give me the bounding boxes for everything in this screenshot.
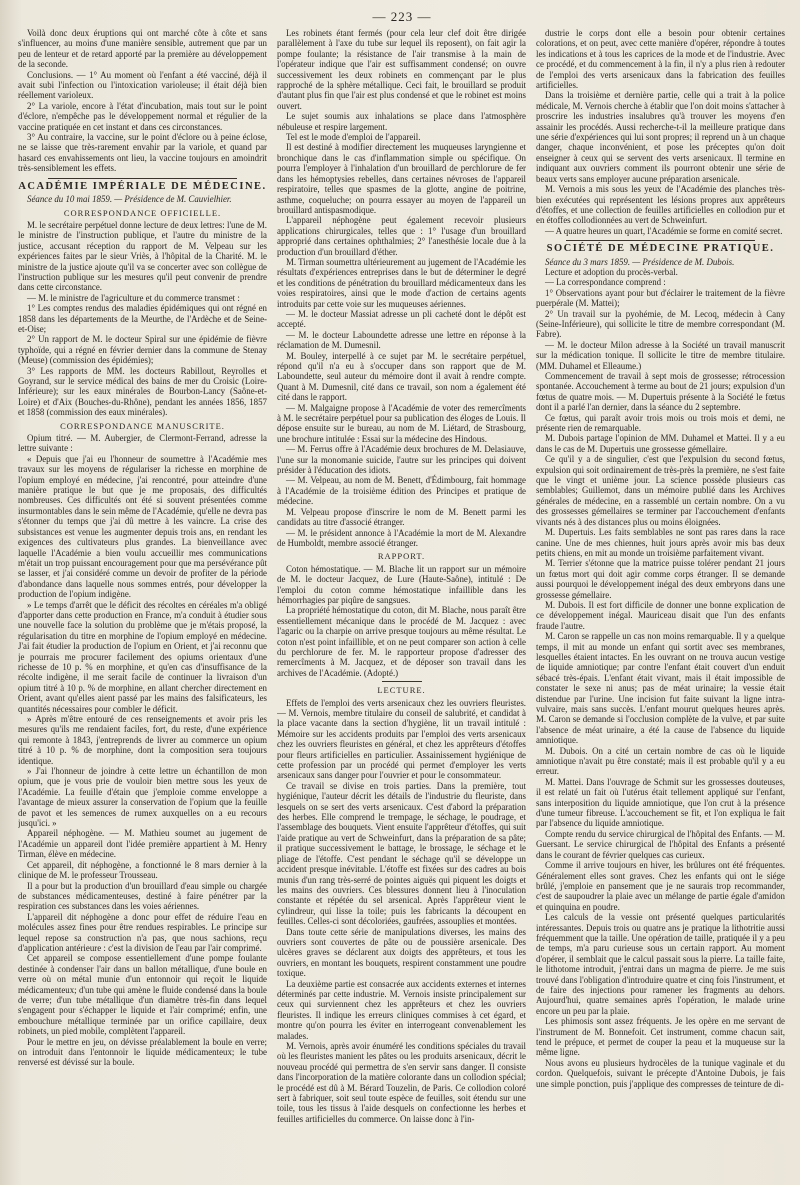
paragraph: Il est destiné à modifier directement les muqueuses laryngienne et bronchique dans le cas d'inflammation simple ou spécifique. On pourra l'employer à l'inhalation d'un brouillard de perchlorure de fer dans les hémoptysies rebelles, dans certaines névroses de l'appareil respiratoire, telles que spasmes de la glotte, angine de poitrine, asthme, coqueluche; on pourra essayer au moyen de l'appareil un brouillard antispasmodique.	[277, 142, 526, 215]
paragraph: Les phimosis sont assez fréquents. Je les opère en me servant de l'instrument de M. Bonnefoit. Cet instrument, comme chacun sait, tend le prépuce, et permet de couper la peau et la muqueuse sur la même ligne.	[536, 1016, 785, 1058]
paragraph: Pour le mettre en jeu, on dévisse préalablement la boule en verre; on introduit dans l'entonnoir le liquide médicamenteux; le tube renversé est dévissé sur la boule.	[18, 1036, 267, 1068]
paragraph: Tel est le mode d'emploi de l'appareil.	[286, 132, 421, 143]
paragraph: Nous avons eu plusieurs hydrocèles de la tunique vaginale et du cordon. Quelquefois, suivant le précepte d'Antoine Dubois, je fais une simple ponction, puis j'applique des compresses de teinture de di-	[536, 1057, 785, 1089]
paragraph: M. Caron se rappelle un cas non moins remarquable. Il y a quelque temps, il mit au monde un enfant qui sortit avec ses membranes, lesquelles étaient intactes. En les ouvrant on ne trouva aucun vestige de liquide amniotique; par contre l'enfant était couvert d'un enduit sébacé très-épais. L'enfant était vivant, mais il était impossible de constater le sexe ni anus; pas de méat urinaire; la vessie était distendue par l'urine. Une incision fut faite suivant la ligne intra-vulvaire, mais sans succès. L'enfant mourut quelques heures après. M. Caron se demande si l'occlusion complète de la vulve, et par suite l'absence de méat urinaire, a été la cause de l'absence du liquide amniotique.	[536, 631, 785, 746]
section-divider	[566, 240, 755, 241]
paragraph: Conclusions. — 1° Au moment où l'enfant a été vacciné, déjà il avait subi l'infection ou l'intoxication varioleuse; il était déjà bien réellement varioleux.	[18, 69, 267, 101]
paragraph: Voilà donc deux éruptions qui ont marché côte à côte et sans s'influencer, au moins d'une manière sensible, autrement que par un peu de lenteur et de retard apporté par la première au développement de la seconde.	[18, 28, 267, 70]
paragraph: M. Vernois a mis sous les yeux de l'Académie des planches très-bien exécutées qui représentent les lésions propres aux apprêteurs d'étoffes, et une collection de feuilles artificielles en collodion pur et en étoffes collodionnées au vert de Schweinfurt.	[536, 184, 785, 226]
small-divider	[382, 681, 422, 682]
paragraph: — M. le docteur Milon adresse à la Société un travail manuscrit sur la médication tonique. Il sollicite le titre de membre titulaire. (MM. Duhamel et Elleaume.)	[536, 339, 785, 371]
lecture-heading: LECTURE.	[377, 685, 426, 696]
paragraph: 2° La variole, encore à l'état d'incubation, mais tout sur le point d'éclore, n'empêche pas le développement normal et régulier de la vaccine pratiquée en cet instant et dans ces circonstances.	[18, 100, 267, 132]
paragraph: Ce travail se divise en trois parties. Dans la première, tout hygiénique, l'auteur décrit les détails de l'industrie du fleuriste, dans lesquels on se sert des verts arsenicaux. C'est d'abord la préparation des herbes. Elle comprend le trempage, le séchage, le poudrage, et l'assemblage des bouquets. Vient ensuite l'apprêteur d'étoffes, qui suit l'aide pratique au vert de Schweinfurt, dans la préparation de sa pâte; il pratique successivement le battage, le brossage, le séchage et le pliage de l'étoffe. C'est pendant le séchage qu'il se développe un accident presque inévitable. L'étoffe est fixées sur des cadres au bois munis d'un rang très-serré de pointes aiguës qui piquent les doigts et les mains des ouvriers. Ces blessures donnent lieu à l'inoculation constante et répétée du sel arsenical. Après l'apprêteur vient le cylindreur, qui lisse la toile; puis les fabricants la découpent en feuilles. Celles-ci sont décoloriées, gaufrées, assouplies et montées.	[277, 780, 526, 927]
paragraph: Les robinets étant fermés (pour cela leur clef doit être dirigée parallèlement à l'axe du tube sur lequel ils reposent), on fait agir la pompe foulante; la résistance de l'air transmise à la main de l'opérateur indique que l'air est suffisamment condensé; on ouvre successivement les deux robinets en commençant par le plus rapproché de la sphère métallique. Ceci fait, le brouillard se produit d'autant plus fin que l'air est plus condensé et que le robinet est moins ouvert.	[277, 28, 526, 111]
paragraph: Les calculs de la vessie ont présenté quelques particularités intéressantes. Depuis trois ou quatre ans je pratique la lithotritie aussi fréquemment que la taille. Une opération de taille, pratiquée il y a peu de temps, m'a paru curieuse sous un certain rapport. Au moment d'opérer, il semblait que le calcul passait sous la pierre. La taille faite, le lithotome introduit, j'entrai dans un magma de pierre. Je me suis trouvé dans l'obligation d'introduire quatre et cinq fois l'instrument, et de faire des injections pour ramener les fragments au dehors. Aujourd'hui, quatre semaines après l'opération, le malade urine encore un peu par la plaie.	[536, 912, 785, 1016]
session-line: Séance du 3 mars 1859. — Présidence de M. Dubois.	[545, 256, 735, 267]
paragraph: Lecture et adoption du procès-verbal.	[545, 266, 678, 277]
paragraph: M. Dubois. Il est fort difficile de donner une bonne explication de ce développement inégal. Mauriceau disait que l'un des enfants fraude l'autre.	[536, 599, 785, 631]
paragraph: Coton hémostatique. — M. Blache lit un rapport sur un mémoire de M. le docteur Jacquez, de Lure (Haute-Saône), intitulé : De l'emploi du coton comme hémostatique infaillible dans les hémorrhagies par piqûre de sangsues.	[277, 563, 526, 605]
paragraph: Cet appareil, dit néphogène, a fonctionné le 8 mars dernier à la clinique de M. le professeur Trousseau.	[18, 859, 267, 881]
paragraph: Appareil néphogène. — M. Mathieu soumet au jugement de l'Académie un appareil dont l'idée première appartient à M. Henry Tirman, élève en médecine.	[18, 828, 267, 860]
society-title: SOCIÉTÉ DE MÉDECINE PRATIQUE.	[546, 243, 775, 255]
paragraph: Commencement de travail à sept mois de grossesse; rétrocession spontanée. Accouchement à terme au bout de 21 jours; expulsion d'un fœtus de quatre mois. — M. Dupertuis présente à la Société le fœtus dont il a parlé l'an dernier, dans la séance du 2 septembre.	[536, 371, 785, 413]
paragraph: » Le temps d'arrêt que le déficit des récoltes en céréales m'a obligé d'apporter dans cette production en France, m'a conduit à étudier sous une nouvelle face la solution du problème que je m'étais proposé, la régularisation du titre en morphine de l'opium employé en médecine. J'ai fait étudier la production de l'opium en Orient, et j'ai reconnu que je pourrais me procurer facilement des opiums orientaux d'une richesse de 10 p. % en morphine, et qu'en cas d'insuffisance de la récolte indigène, il me serait facile de continuer la livraison d'un opium titré à 10 p. % de morphine, en allant chercher directement en Orient, avant qu'elles aient passé par les mains des falsificateurs, les quantités nécessaires pour combler le déficit.	[18, 599, 267, 714]
paragraph: L'appareil dit néphogène a donc pour effet de réduire l'eau en molécules assez fines pour être rendues respirables. Le principe sur lequel repose sa construction n'a pas, que nous sachions, reçu d'application antérieure : c'est la division de l'eau par l'air comprimé.	[18, 911, 267, 953]
paragraph: 1° Les comptes rendus des maladies épidémiques qui ont régné en 1858 dans les départements de la Meurthe, de l'Ardèche et de Seine-et-Oise;	[18, 303, 267, 334]
paragraph: M. Dupertuis. Les faits semblables ne sont pas rares dans la race canine. Une de mes chiennes, huit jours après avoir mis bas deux petits chiens, en mit au monde un troisième parfaitement vivant.	[536, 527, 785, 558]
paragraph: — M. le docteur Massiat adresse un pli cacheté dont le dépôt est accepté.	[277, 308, 526, 330]
rapport-heading: RAPPORT.	[377, 551, 426, 562]
paragraph: La propriété hémostatique du coton, dit M. Blache, nous paraît être essentiellement mécanique dans le procédé de M. Jacquez : avec l'agaric ou la charpie on arrive presque toujours au même résultat. Le coton n'est point infaillible, et on ne peut comparer son action à celle du perchlorure de fer. M. le rapporteur propose d'adresser des remercîments à M. Jacquez, et de déposer son travail dans les archives de l'Académie. (Adopté.)	[277, 605, 526, 678]
paragraph: « Depuis que j'ai eu l'honneur de soumettre à l'Académie mes travaux sur les moyens de régulariser la richesse en morphine de l'opium employé en médecine, j'ai rencontré, pour atteindre d'une manière pratique le but que je me proposais, des difficultés nombreuses. Ces difficultés ont été si souvent présentées comme insurmontables dans le sein même de l'Académie, qu'elle ne devra pas s'étonner du temps que j'ai dû mettre à les vaincre. La crise des subsistances est venue les augmenter depuis trois ans, en rendant les exigences des cultivateurs plus grandes. La bienveillance avec laquelle l'Académie a bien voulu accueillir mes communications m'était un trop puissant encouragement pour que ma persévérance pût se lasser, et j'ai considéré comme un devoir de profiter de la période d'abondance dans laquelle nous sommes entrés, pour développer la production de l'opium indigène.	[18, 453, 267, 600]
paragraph: Dans la troisième et dernière partie, celle qui a trait à la police médicale, M. Vernois cherche à établir que l'on doit moins s'attacher à proscrire les industries insalubres qu'à trouver les moyens d'en assainir les procédés. Aussi recherche-t-il la meilleure pratique dans une série d'expériences qui lui sont propres; il reprend un à un chaque danger, chaque inconvénient, et pose les préceptes qu'on doit enseigner à ceux qui se servent des verts arsenicaux. Il termine en indiquant aux ouvriers comment ils pourront obtenir une série de beaux verts sans employer aucune préparation arsenicale.	[536, 90, 785, 184]
paragraph: M. Tirman soumettra ultérieurement au jugement de l'Académie les résultats d'expériences entreprises dans le but de déterminer le degré et les conditions de pénétration du brouillard médicamenteux dans les voies respiratoires, ainsi que le mode d'action de certains agents introduits par cette voie sur les muqueuses aériennes.	[277, 256, 526, 309]
paragraph: Comme il arrive toujours en hiver, les brûlures ont été fréquentes. Généralement elles sont graves. Chez les enfants qui ont le siége brûlé, j'emploie en pansement que je ne saurais trop recommander, c'est de saupoudrer la plaie avec un mélange de partie égale d'amidon et quinquina en poudre.	[536, 860, 785, 912]
paragraph: M. Dubois partage l'opinion de MM. Duhamel et Mattei. Il y a eu dans le cas de M. Dupertuis une grossesse gémellaire.	[536, 433, 785, 454]
paragraph: — A quatre heures un quart, l'Académie se forme en comité secret.	[545, 225, 783, 236]
page-number: — 223 —	[372, 9, 432, 24]
paragraph: M. le secrétaire perpétuel donne lecture de deux lettres: l'une de M. le ministre de l'instruction publique, et l'autre du ministre de la justice, accusant réception du rapport de M. Velpeau sur les expériences faites par le sieur Vriès, à l'hôpital de la Charité. M. le ministre de la justice ajoute qu'il va se concerter avec son collègue de l'instruction publique sur les mesures qu'il peut convenir de prendre dans cette circonstance.	[18, 219, 267, 293]
paragraph: M. Velpeau propose d'inscrire le nom de M. Benett parmi les candidats au titre d'associé étranger.	[277, 506, 526, 528]
paragraph: Il a pour but la production d'un brouillard d'eau simple ou chargée de substances médicamenteuses, destiné à faire pénétrer par la respiration ces substances dans les voies aériennes.	[18, 880, 267, 912]
session-line: Séance du 10 mai 1859. — Présidence de M. Cauvielhier.	[27, 194, 232, 205]
paragraph: Effets de l'emploi des verts arsenicaux chez les ouvriers fleuristes. — M. Vernois, membre titulaire du conseil de salubrité, et candidat à la place vacante dans la section d'hygiène, lit un travail intitulé : Mémoire sur les accidents produits par l'emploi des verts arsenicaux chez les ouvriers fleuristes en général, et chez les apprêteurs d'étoffes pour fleurs artificielles en particulier. Assainissement hygiénique de cette profession par un procédé qui permet d'employer les verts arsenicaux sans danger pour l'ouvrier et pour le consommateur.	[277, 697, 526, 781]
paragraph: dustrie le corps dont elle a besoin pour obtenir certaines colorations, et on peut, avec cette manière d'opérer, répondre à toutes les indications et à tous les caprices de la mode et de l'industrie. Avec ce procédé, et du commencement à la fin, il n'y a plus rien à redouter de l'emploi des verts arsenicaux dans la fabrication des feuilles artificielles.	[536, 28, 785, 91]
paragraph: — M. Ferrus offre à l'Académie deux brochures de M. Delasiauve, l'une sur la monomanie suicide, l'autre sur les principes qui doivent présider à l'éducation des idiots.	[277, 444, 526, 476]
paragraph: — M. Velpeau, au nom de M. Benett, d'Édimbourg, fait hommage à l'Académie de la troisième édition des Principes et pratique de médecine.	[277, 475, 526, 507]
manuscript-correspondence-heading: CORRESPONDANCE MANUSCRITE.	[60, 420, 225, 431]
paragraph: Compte rendu du service chirurgical de l'hôpital des Enfants. — M. Guersant. Le service chirurgical de l'hôpital des Enfants a présenté dans le courant de février quelques cas curieux.	[536, 828, 785, 860]
paragraph: » Après m'être entouré de ces renseignements et avoir pris les mesures qu'ils me rendaient faciles, fort, du reste, d'une expérience qui remonte à 1843, j'entreprends de livrer au commerce un opium titré à 10 p. % de morphine, dont la composition sera toujours identique.	[18, 714, 267, 766]
paragraph: 2° Un rapport de M. le docteur Spiral sur une épidémie de fièvre typhoïde, qui a régné en février dernier dans la commune de Stenay (Meuse) (commission des épidémies);	[18, 334, 267, 366]
paragraph: M. Dubois. On a cité un certain nombre de cas où le liquide amniotique n'avait pu être constaté; mais il est probable qu'il y a eu erreur.	[536, 745, 785, 777]
column-right	[536, 28, 785, 1183]
paragraph: — M. le président annonce à l'Académie la mort de M. Alexandre de Humboldt, membre associé étranger.	[277, 527, 526, 548]
paragraph: Opium titré. — M. Aubergier, de Clermont-Ferrand, adresse la lettre suivante :	[18, 433, 267, 454]
paragraph: La deuxième partie est consacrée aux accidents externes et internes déterminés par cette industrie. M. Vernois insiste principalement sur ceux qui surviennent chez les apprêteurs et chez les ouvriers fleuristes. Il indique les erreurs cliniques commises à cet égard, et montre qu'on pourra les éviter en interrogeant convenablement les malades.	[277, 978, 526, 1041]
column-middle	[277, 28, 526, 1183]
page-columns	[18, 28, 786, 1183]
section-divider	[48, 178, 237, 179]
paragraph: 2° Un travail sur la pyohémie, de M. Lecoq, médecin à Cany (Seine-Inférieure), qui sollicite le titre de membre correspondant (M. Fabre).	[536, 308, 785, 340]
paragraph: Le sujet soumis aux inhalations se place dans l'atmosphère nébuleuse et respire largement.	[277, 111, 526, 132]
paragraph: Dans toute cette série de manipulations diverses, les mains des ouvriers sont couvertes de pâte ou de poussière arsenicale. Des ulcères graves se déclarent aux doigts des apprêteurs, et tous les ouvriers, en montant les bouquets, respirent constamment une poudre toxique.	[277, 926, 526, 979]
paragraph: M. Vernois, après avoir énuméré les conditions spéciales du travail où les fleuristes manient les pâtes ou les produits arsenicaux, décrit le nouveau procédé qui permettra de s'en servir sans danger. Il consiste dans l'incorporation de la matière colorante dans un collodion spécial; le procédé est dû à M. Bérard Touzelin, de Paris. Ce collodion coloré sert à fabriquer, soit seul toute espèce de feuilles, soit étendu sur une toile, tous les tissus à l'aide desquels on confectionne les herbes et feuilles artificielles du commerce. On laisse donc à l'in-	[277, 1041, 526, 1124]
paragraph: M. Bouley, interpellé à ce sujet par M. le secrétaire perpétuel, répond qu'il n'a eu à s'occuper dans son rapport que de M. Laboundette, seul auteur du mémoire dont il avait à rendre compte. Quant à M. Dumesnil, cité dans ce travail, son nom a également été cité dans le rapport.	[277, 350, 526, 403]
paragraph: Ce qu'il y a de singulier, c'est que l'expulsion du second fœtus, expulsion qui soit ordinairement de très-près la première, ne s'est faite que le vingt et unième jour. La science possède plusieurs cas semblables; Guillemot, dans un mémoire publié dans les Archives générales de médecine, en a rassemblé un certain nombre. On a vu des grossesses gémellaires se terminer par l'accouchement d'enfants vivants nés à des distances plus ou moins éloignées.	[536, 454, 785, 527]
official-correspondence-heading: CORRESPONDANCE OFFICIELLE.	[63, 207, 222, 218]
paragraph: M. Terrier s'étonne que la matrice puisse tolérer pendant 21 jours un fœtus mort qui doit agir comme corps étranger. Il se demande aussi pourquoi le développement inégal des deux embryons dans une grossesse gémellaire.	[536, 558, 785, 600]
paragraph: 1° Observations ayant pour but d'éclairer le traitement de la fièvre puerpérale (M. Mattei);	[536, 287, 785, 309]
paragraph: Ce fœtus, qui paraît avoir trois mois ou trois mois et demi, ne présente rien de remarquable.	[536, 412, 785, 434]
paragraph: 3° Les rapports de MM. les docteurs Rabillout, Reyrolles et Goyrand, sur le service médical des bains de mer du Croisic (Loire-Inférieure); sur les eaux minérales de Bourbon-Lancy (Saône-et-Loire) et d'Aix (Bouches-du-Rhône), pendant les années 1856, 1857 et 1858 (commission des eaux minérales).	[18, 365, 267, 418]
paragraph: — La correspondance comprend :	[545, 277, 666, 288]
paragraph: » J'ai l'honneur de joindre à cette lettre un échantillon de mon opium, que je vous prie de vouloir bien mettre sous les yeux de l'Académie. La feuille d'étain que j'emploie comme enveloppe a l'avantage de mieux assurer la conservation de l'opium que la feuille de pavot et les semences de rumex auxquelles on a eu recours jusqu'ici. »	[18, 766, 267, 829]
paragraph: M. Mattei. Dans l'ouvrage de Schmit sur les grossesses douteuses, il est relaté un fait où l'utérus était tellement appliqué sur l'enfant, sans interposition du liquide amniotique, que l'on crut à la présence d'une tumeur fibreuse. L'accouchement se fit, et l'on expliqua le fait par l'absence du liquide amniotique.	[536, 776, 785, 829]
column-left	[18, 28, 267, 1183]
paragraph: — M. le docteur Laboundette adresse une lettre en réponse à la réclamation de M. Dumesnil.	[277, 329, 526, 351]
paragraph: 3° Au contraire, la vaccine, sur le point d'éclore ou à peine éclose, ne se laisse que très-rarement envahir par la variole, et quand par hasard ces envahissements ont lieu, la vaccine toujours en amoindrit très-sensiblement les effets.	[18, 132, 267, 174]
academy-title: ACADÉMIE IMPÉRIALE DE MÉDECINE.	[18, 180, 267, 192]
paragraph: L'appareil néphogène peut également recevoir plusieurs applications chirurgicales, telles que : 1° l'usage d'un brouillard approprié dans certaines ophthalmies; 2° l'anesthésie locale due à la production d'un brouillard d'éther.	[277, 215, 526, 257]
paragraph: — M. le ministre de l'agriculture et du commerce transmet :	[27, 292, 240, 303]
paragraph: — M. Malgaigne propose à l'Académie de voter des remercîments à M. le secrétaire perpétuel pour sa publication des éloges de Louis. Il dépose ensuite sur le bureau, au nom de M. Liétard, de Strasbourg, une brochure intitulée : Essai sur la médecine des Hindous.	[277, 402, 526, 444]
paragraph: Cet appareil se compose essentiellement d'une pompe foulante destinée à condenser l'air dans un ballon métallique, d'une boule en verre où on métal munie d'un entonnoir qui reçoit le liquide médicamenteux; d'un tube qui amène le fluide condensé dans la boule de verre; d'un tube métallique d'un diamètre très-fin dans lequel s'engagent pour s'échapper le liquide et l'air comprimé; enfin, une embouchure métallique terminée par un orifice capillaire, deux robinets, un pied mobile, complètent l'appareil.	[18, 953, 267, 1037]
